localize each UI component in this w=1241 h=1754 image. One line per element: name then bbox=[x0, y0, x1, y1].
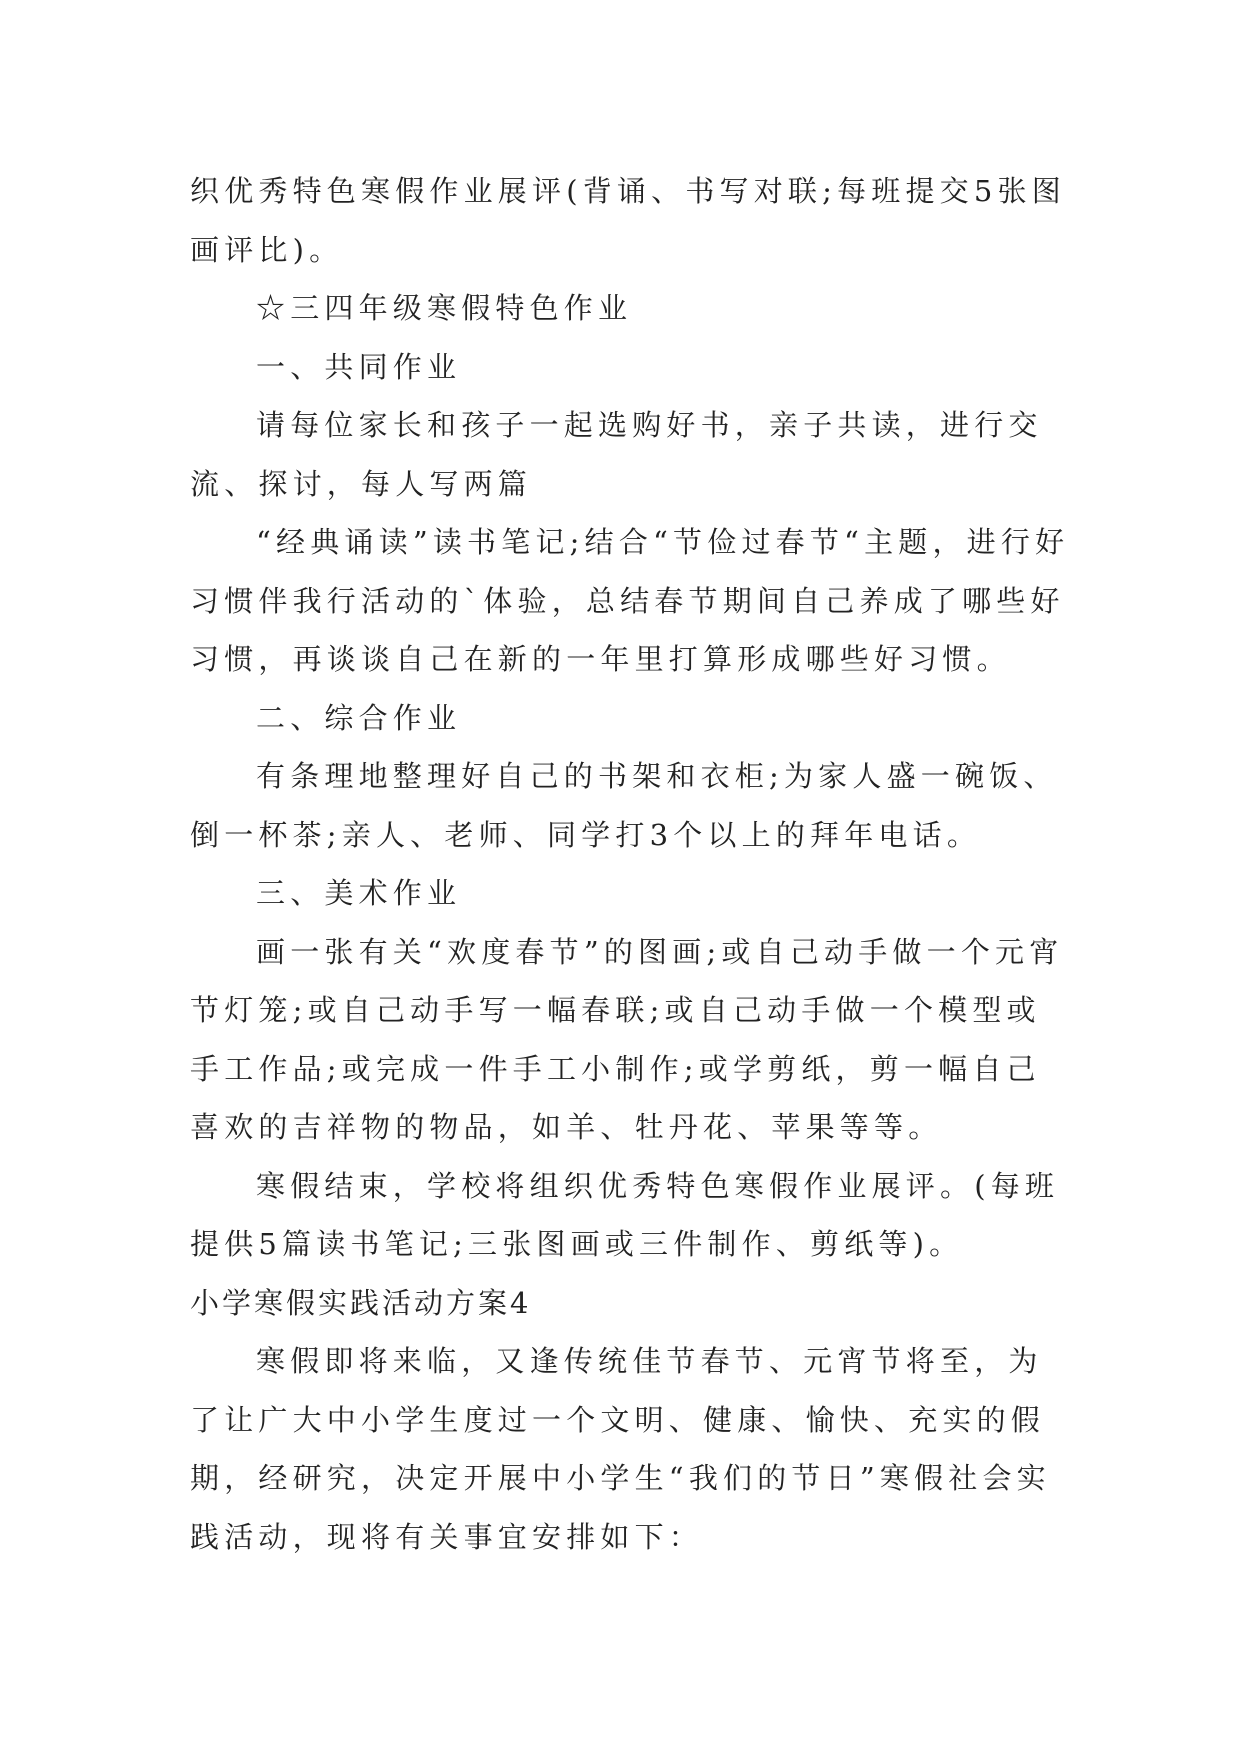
paragraph-plan-intro: 寒假即将来临，又逢传统佳节春节、元宵节将至，为了让广大中小学生度过一个文明、健康、愉快、充实的假期，经研究，决定开展中小学生“我们的节日”寒假社会实践活动，现将有关事宜安排如下： bbox=[190, 1344, 1051, 1554]
section-heading-plan-4: 小学寒假实践活动方案4 bbox=[190, 1285, 532, 1320]
paragraph-art: 画一张有关“欢度春节”的图画;或自己动手做一个元宵节灯笼;或自己动手写一幅春联;或自己动手做一个模型或手工作品;或完成一件手工小制作;或学剪纸，剪一幅自己喜欢的吉祥物的物品，如羊、牡丹花、苹果等等。 bbox=[190, 934, 1064, 1144]
paragraph-reading-notes: “经典诵读”读书笔记;结合“节俭过春节“主题，进行好习惯伴我行活动的`体验，总结春节期间自己养成了哪些好习惯，再谈谈自己在新的一年里打算形成哪些好习惯。 bbox=[190, 525, 1070, 676]
paragraph-comprehensive: 有条理地整理好自己的书架和衣柜;为家人盛一碗饭、倒一杯茶;亲人、老师、同学打3个以上的拜年电话。 bbox=[190, 759, 1058, 852]
paragraph-continuation: 织优秀特色寒假作业展评(背诵、书写对联;每班提交5张图画评比)。 bbox=[190, 174, 1066, 267]
paragraph-evaluation: 寒假结束，学校将组织优秀特色寒假作业展评。(每班提供5篇读书笔记;三张图画或三件制作、剪纸等)。 bbox=[190, 1168, 1060, 1261]
subheading-comprehensive-homework: 二、综合作业 bbox=[256, 700, 462, 735]
document-body bbox=[190, 162, 1070, 1566]
subheading-art-homework: 三、美术作业 bbox=[256, 876, 462, 910]
subheading-common-homework: 一、共同作业 bbox=[256, 349, 462, 384]
section-title-grade-3-4: ☆三四年级寒假特色作业 bbox=[256, 291, 633, 325]
paragraph-reading: 请每位家长和孩子一起选购好书，亲子共读，进行交流、探讨，每人写两篇 bbox=[190, 408, 1043, 501]
